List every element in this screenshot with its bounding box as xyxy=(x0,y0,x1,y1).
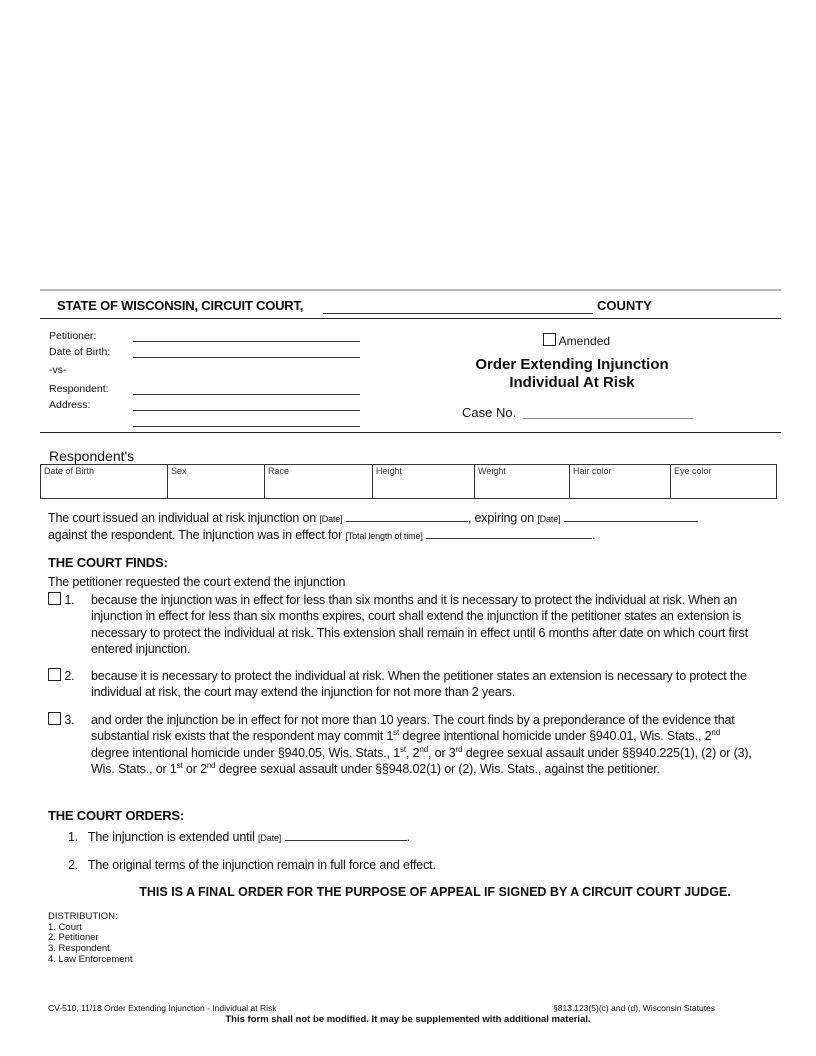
date-hint: [Date] xyxy=(319,514,343,524)
item-number: 1. xyxy=(64,593,75,607)
dob-label: Date of Birth: xyxy=(49,346,111,358)
vs-label: -vs- xyxy=(49,364,67,376)
period: . xyxy=(592,528,596,542)
court-heading: STATE OF WISCONSIN, CIRCUIT COURT, xyxy=(57,298,304,313)
petitioner-dob-field[interactable] xyxy=(133,357,360,358)
respondent-field[interactable] xyxy=(133,394,360,395)
text-segment: degree intentional homicide under §940.05, Wis. Stats., 1 xyxy=(91,745,401,760)
finding-text xyxy=(91,592,756,657)
county-label: COUNTY xyxy=(597,298,652,313)
intro-line1 xyxy=(48,511,698,525)
text-segment: , or 3 xyxy=(428,745,456,760)
finding-text xyxy=(91,712,756,777)
distribution-heading: DISTRIBUTION: xyxy=(48,911,118,922)
order-item-2 xyxy=(68,858,436,872)
modification-notice: This form shall not be modified. It may be supplemented with additional material. xyxy=(225,1014,591,1025)
text-segment: , 2 xyxy=(405,745,420,760)
distribution-item: 1. Court xyxy=(48,921,82,933)
address-field-2[interactable] xyxy=(133,426,360,427)
intro-text: , expiring on xyxy=(467,511,534,525)
item-number: 3. xyxy=(64,713,75,727)
text-segment: degree sexual assault under §§948.02(1) or (2), Wis. Stats., against the petitioner. xyxy=(215,761,660,776)
address-field-1[interactable] xyxy=(133,410,360,411)
finding-item-1 xyxy=(48,592,756,657)
distribution-block xyxy=(48,912,133,966)
ordinal-suffix: nd xyxy=(419,744,429,754)
case-no-field[interactable] xyxy=(523,418,693,419)
ordinal-suffix: nd xyxy=(711,728,721,738)
ordinal-suffix: st xyxy=(400,744,406,754)
distribution-item: 4. Law Enforcement xyxy=(48,953,133,965)
date-hint: [Date] xyxy=(537,514,561,524)
date-hint: [Date] xyxy=(258,833,282,843)
divider xyxy=(40,318,781,319)
intro-line2 xyxy=(48,528,595,542)
case-no-label: Case No. xyxy=(462,405,517,420)
text-segment: degree sexual assault under §§940.225(1), (2) or (3), Wis. Stats., or 1 xyxy=(91,745,752,776)
intro-text: against the respondent. The injunction was in effect for xyxy=(48,528,343,542)
ordinal-suffix: st xyxy=(393,728,400,738)
amended-label: Amended xyxy=(558,334,611,348)
court-finds-heading: THE COURT FINDS: xyxy=(48,555,168,570)
race-cell[interactable]: Race xyxy=(265,465,373,499)
amended-checkbox[interactable] xyxy=(543,333,610,348)
petitioner-label: Petitioner: xyxy=(49,330,97,342)
finding-text xyxy=(91,668,756,701)
order-text: The injunction is extended until xyxy=(87,830,255,844)
finding-3-checkbox[interactable] xyxy=(48,712,61,725)
weight-cell[interactable]: Weight xyxy=(475,465,570,499)
distribution-item: 2. Petitioner xyxy=(48,932,99,944)
text-segment: degree intentional homicide under §940.01, Wis. Stats., 2 xyxy=(399,729,712,744)
distribution-item: 3. Respondent xyxy=(48,943,110,955)
ordinal-suffix: rd xyxy=(455,744,463,754)
form-id: CV-510, 11/18 Order Extending Injunction - Individual at Risk xyxy=(48,1003,277,1013)
ordinal-suffix: st xyxy=(176,760,183,770)
sex-cell[interactable]: Sex xyxy=(168,465,265,499)
hair-color-cell[interactable]: Hair color xyxy=(570,465,671,499)
finding-2-checkbox[interactable] xyxy=(48,668,61,681)
item-number: 1. xyxy=(68,830,79,844)
checkbox-icon[interactable] xyxy=(543,333,556,346)
finding-1-checkbox[interactable] xyxy=(48,592,61,605)
statute-reference: §813.123(5)(c) and (d), Wisconsin Statutes xyxy=(553,1003,716,1013)
respondent-table-heading: Respondent's xyxy=(49,448,135,464)
form-title-line2: Individual At Risk xyxy=(509,374,635,391)
order-item-1 xyxy=(68,830,410,844)
expiring-date-field[interactable] xyxy=(564,511,698,522)
eye-color-cell[interactable]: Eye color xyxy=(671,465,777,499)
respondent-label: Respondent: xyxy=(49,383,109,395)
respondent-details-table xyxy=(40,464,777,499)
text-segment: because it is necessary to protect the individual at risk. When the petitioner states an extension is necessary to protect the individual at risk, the court may extend the injunction for not more than 2 years. xyxy=(91,669,747,700)
finding-item-3 xyxy=(48,712,756,777)
court-orders-heading: THE COURT ORDERS: xyxy=(48,808,184,823)
text-segment: and order the injunction be in effect for not more than 10 years. The court finds by a preponderance of the evidence that substantial risk exists that the respondent may commit 1 xyxy=(91,713,735,744)
total-length-field[interactable] xyxy=(426,528,592,539)
dob-cell[interactable]: Date of Birth xyxy=(41,465,168,499)
ordinal-suffix: nd xyxy=(206,760,216,770)
divider xyxy=(40,432,781,433)
issued-date-field[interactable] xyxy=(346,511,468,522)
period: . xyxy=(406,830,410,844)
final-order-notice: THIS IS A FINAL ORDER FOR THE PURPOSE OF APPEAL IF SIGNED BY A CIRCUIT COURT JUDGE. xyxy=(139,885,731,899)
county-field[interactable] xyxy=(323,313,593,314)
finding-item-2 xyxy=(48,668,756,701)
extended-until-field[interactable] xyxy=(285,830,407,841)
text-segment: or 2 xyxy=(182,761,207,776)
address-label: Address: xyxy=(49,399,91,411)
length-hint: [Total length of time] xyxy=(345,531,423,541)
finds-lead: The petitioner requested the court extend the injunction xyxy=(48,575,346,589)
petitioner-field[interactable] xyxy=(133,341,360,342)
item-number: 2. xyxy=(64,669,75,683)
text-segment: because the injunction was in effect for less than six months and it is necessary to protect the individual at risk. When an injunction in effect for less than six months expires, court shall extend the injunction if the petitioner states an extension is necessary to protect the individual at risk. This extension shall remain in effect until 6 months after date on which court first entered injunction. xyxy=(91,593,748,656)
order-text: The original terms of the injunction remain in full force and effect. xyxy=(87,858,436,872)
item-number: 2. xyxy=(68,858,79,872)
top-rule xyxy=(40,289,781,291)
height-cell[interactable]: Height xyxy=(373,465,475,499)
form-title-line1: Order Extending Injunction xyxy=(475,356,669,373)
intro-text: The court issued an individual at risk injunction on xyxy=(48,511,317,525)
